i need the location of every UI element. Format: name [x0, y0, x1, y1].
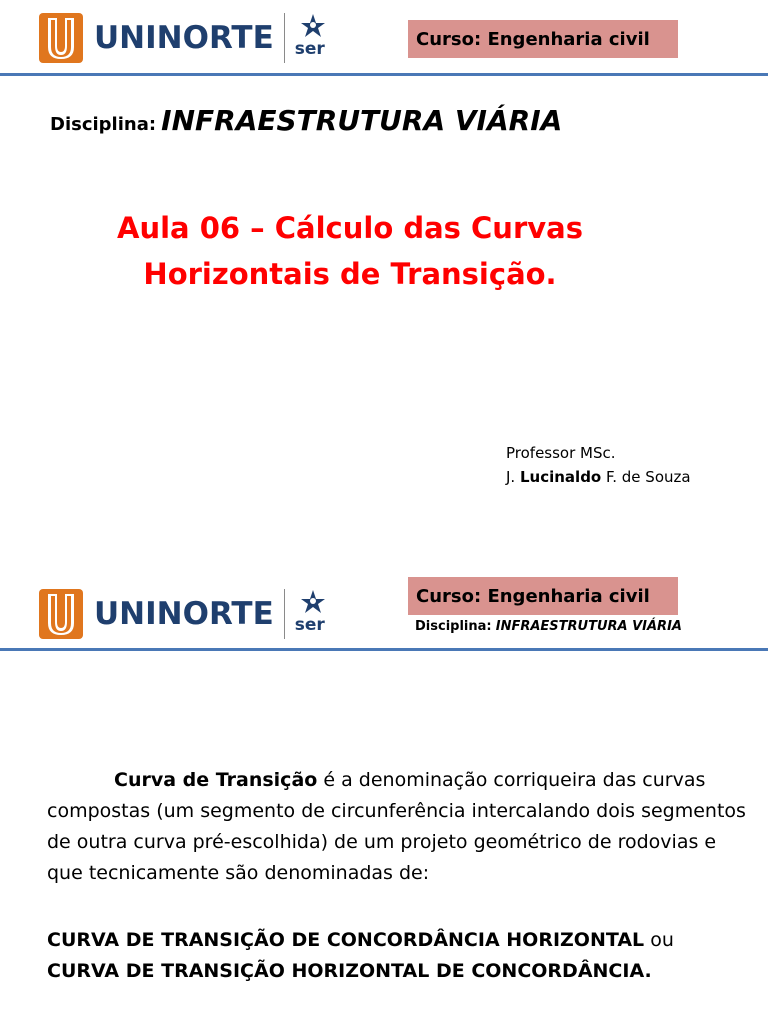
discipline-subheading	[415, 619, 682, 634]
lesson-title	[100, 205, 600, 297]
course-box-2: Curso: Engenharia civil	[408, 577, 678, 615]
technical-name-2: CURVA DE TRANSIÇÃO HORIZONTAL DE CONCORDÂNCIA.	[47, 960, 652, 982]
discipline-heading	[50, 104, 562, 137]
lesson-title-line-1: Aula 06 – Cálculo das Curvas	[117, 211, 583, 245]
discipline-label: Disciplina:	[415, 619, 492, 634]
professor-name: J. Lucinaldo F. de Souza	[506, 468, 691, 486]
uninorte-u-icon	[38, 588, 84, 640]
logo-separator	[284, 13, 285, 63]
professor-title: Professor MSc.	[506, 444, 616, 462]
uninorte-logo-2	[38, 588, 335, 640]
course-box: Curso: Engenharia civil	[408, 20, 678, 58]
logo-separator	[284, 589, 285, 639]
header-divider	[0, 73, 768, 76]
uninorte-u-icon	[38, 12, 84, 64]
ser-brand-text: ser	[294, 39, 325, 59]
discipline-value: INFRAESTRUTURA VIÁRIA	[495, 619, 682, 634]
uninorte-brand-text: UNINORTE	[94, 595, 274, 632]
ser-educacional-logo	[295, 588, 335, 640]
professor-credit	[506, 441, 691, 489]
ser-star-icon	[295, 12, 335, 42]
connector-text: ou	[650, 929, 674, 951]
ser-educacional-logo	[295, 12, 335, 64]
definition-paragraph	[47, 765, 747, 889]
header-divider-2	[0, 648, 768, 651]
definition-text: é a denominação corriqueira das curvas compostas (um segmento de circunferência intercalando dois segmentos de outra curva pré-escolhida) de um projeto geométrico de rodovias e que tecnicamente são denominadas de:	[47, 769, 746, 884]
ser-star-icon	[295, 588, 335, 618]
definition-term: Curva de Transição	[114, 769, 318, 791]
technical-names-paragraph	[47, 925, 747, 987]
ser-brand-text: ser	[294, 615, 325, 635]
discipline-value: INFRAESTRUTURA VIÁRIA	[161, 104, 563, 137]
discipline-label: Disciplina:	[50, 114, 157, 135]
uninorte-brand-text: UNINORTE	[94, 19, 274, 56]
technical-name-1: CURVA DE TRANSIÇÃO DE CONCORDÂNCIA HORIZONTAL	[47, 929, 645, 951]
uninorte-logo	[38, 12, 335, 64]
lesson-title-line-2: Horizontais de Transição.	[143, 257, 557, 291]
